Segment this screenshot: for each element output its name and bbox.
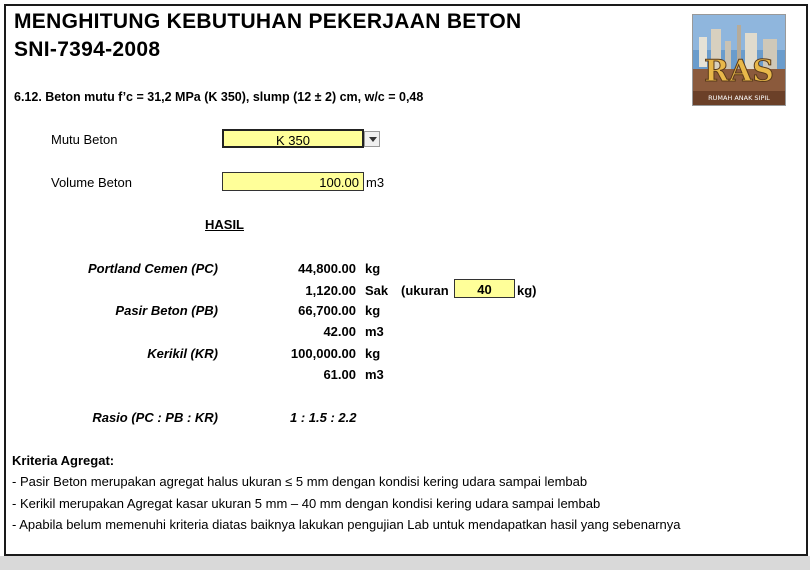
kriteria-line: - Apabila belum memenuhi kriteria diatas baiknya lakukan pengujian Lab untuk mendapatkan hasil yang sebenarnya	[12, 517, 681, 532]
ukuran-prefix: (ukuran	[401, 283, 449, 298]
kr-m3-value: 61.00	[323, 367, 356, 382]
kriteria-line: - Pasir Beton merupakan agregat halus ukuran ≤ 5 mm dengan kondisi kering udara sampai lembab	[12, 474, 588, 489]
pc-kg-unit: kg	[365, 261, 381, 276]
concrete-spec: 6.12. Beton mutu f’c = 31,2 MPa (K 350), slump (12 ± 2) cm, w/c = 0,48	[14, 90, 424, 104]
volume-beton-label: Volume Beton	[51, 175, 132, 190]
volume-unit: m3	[366, 175, 385, 190]
pb-kg-unit: kg	[365, 303, 381, 318]
kriteria-title: Kriteria Agregat:	[12, 453, 115, 468]
ras-logo	[692, 14, 786, 106]
pc-sak-value: 1,120.00	[305, 283, 356, 298]
pc-label: Portland Cemen (PC)	[87, 261, 218, 276]
volume-beton-input[interactable]: 100.00	[222, 172, 364, 191]
pc-kg-value: 44,800.00	[298, 261, 356, 276]
pb-label: Pasir Beton (PB)	[115, 303, 218, 318]
kr-m3-unit: m3	[365, 367, 384, 382]
kr-kg-unit: kg	[365, 346, 381, 361]
mutu-beton-label: Mutu Beton	[51, 132, 118, 147]
mutu-beton-dropdown[interactable]: K 350	[222, 129, 364, 148]
chevron-down-icon[interactable]	[364, 131, 380, 147]
sheet-bottom-strip	[0, 556, 810, 570]
kr-kg-value: 100,000.00	[290, 346, 356, 361]
page-title: MENGHITUNG KEBUTUHAN PEKERJAAN BETON	[14, 10, 522, 33]
logo-caption: RUMAH ANAK SIPIL	[708, 94, 770, 102]
hasil-heading: HASIL	[205, 217, 244, 232]
rasio-label: Rasio (PC : PB : KR)	[92, 410, 218, 425]
logo-text: RAS	[704, 54, 774, 89]
pc-sak-unit: Sak	[365, 283, 389, 298]
pb-kg-value: 66,700.00	[298, 303, 356, 318]
ukuran-suffix: kg)	[517, 283, 537, 298]
pb-m3-value: 42.00	[323, 324, 356, 339]
kr-label: Kerikil (KR)	[147, 346, 218, 361]
rasio-value: 1 : 1.5 : 2.2	[290, 410, 357, 425]
kriteria-line: - Kerikil merupakan Agregat kasar ukuran 5 mm – 40 mm dengan kondisi kering udara sampai lembab	[12, 496, 601, 511]
standard-title: SNI-7394-2008	[14, 38, 161, 61]
ukuran-sak-input[interactable]: 40	[454, 279, 515, 298]
pb-m3-unit: m3	[365, 324, 384, 339]
